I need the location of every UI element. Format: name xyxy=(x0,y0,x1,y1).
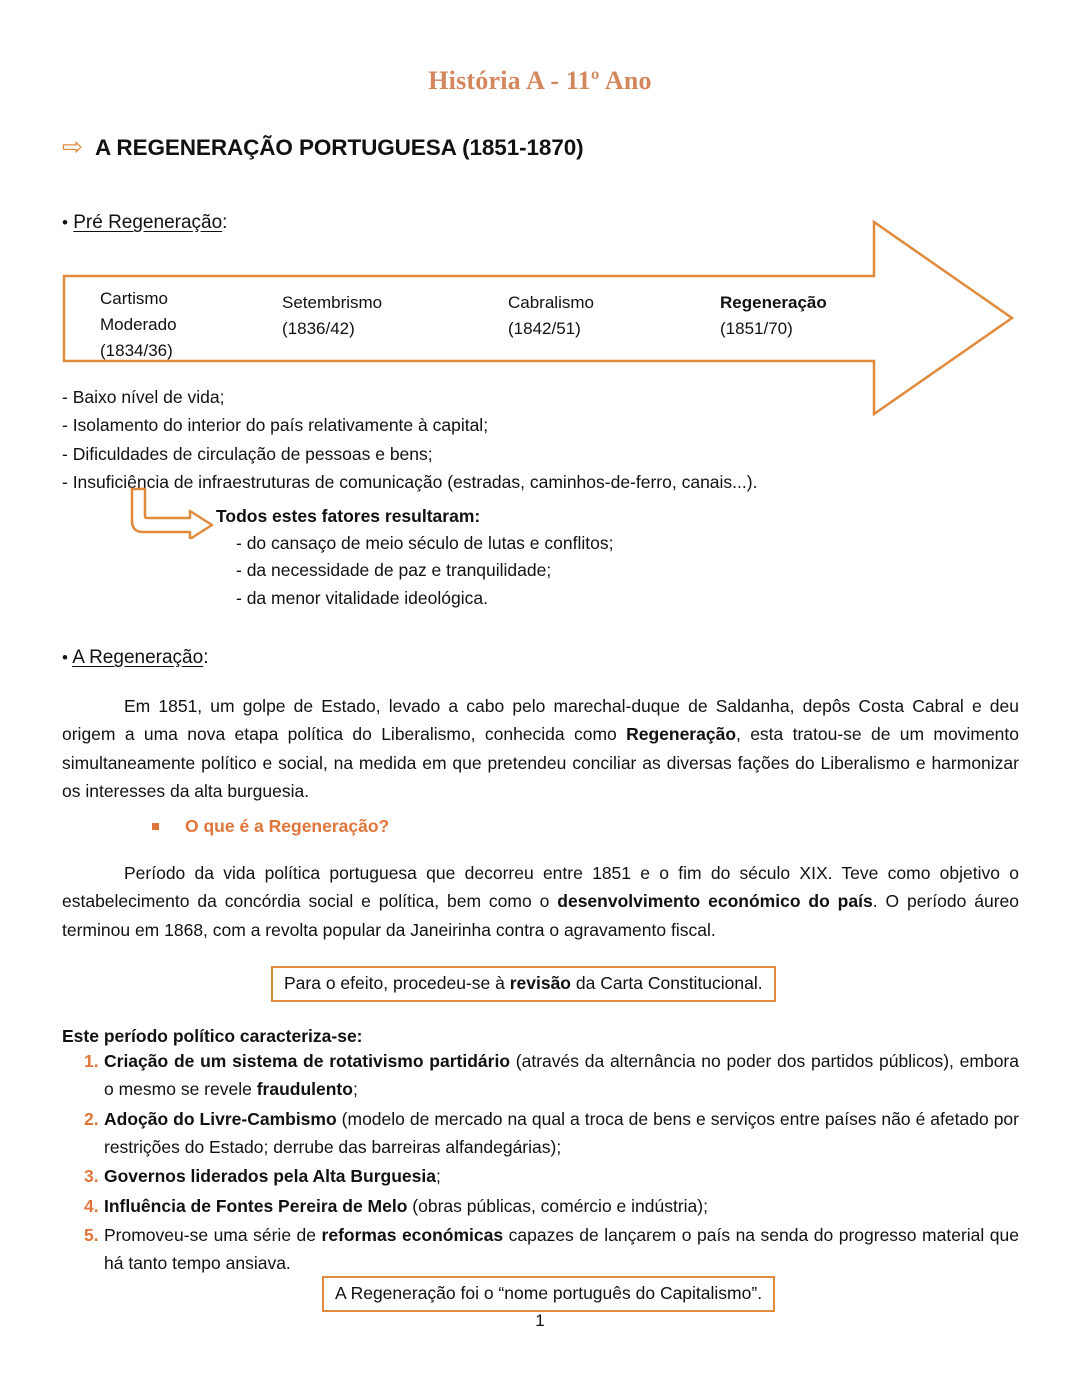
list-item-bold2: fraudulento xyxy=(256,1079,353,1100)
list-item-bold1: Criação de um sistema de rotativismo partidário xyxy=(104,1051,511,1071)
sub-heading-text: O que é a Regeneração? xyxy=(185,816,390,836)
timeline-item-years: (1834/36) xyxy=(100,341,173,360)
result-list-item: - da necessidade de paz e tranquilidade; xyxy=(236,560,552,580)
list-item-mid: (modelo de mercado na qual a troca de bens e serviços entre países não é afetado por restrições do Estado; derrube das barreiras alfandegárias); xyxy=(104,1108,1019,1158)
timeline-item-name: Regeneração xyxy=(720,293,827,312)
list-item xyxy=(62,1192,1019,1220)
list-item xyxy=(62,1105,1019,1162)
list-item-number: 2. xyxy=(84,1108,99,1129)
list-item-text xyxy=(104,1047,1019,1104)
timeline-item-cartismo xyxy=(100,286,177,364)
list-item-bold1: Influência de Fontes Pereira de Melo xyxy=(104,1195,408,1216)
callout-text-b: da Carta Constitucional. xyxy=(571,973,763,993)
list-item-number: 3. xyxy=(84,1166,99,1187)
numbered-list-intro: Este período político caracteriza-se: xyxy=(62,1026,363,1046)
timeline-item-cabralismo xyxy=(508,290,594,342)
main-heading xyxy=(62,132,584,161)
callout-text-a: Para o efeito, procedeu-se à xyxy=(284,973,510,993)
timeline-item-years: (1851/70) xyxy=(720,319,793,338)
paragraph-text-bold: Regeneração xyxy=(626,724,737,745)
bent-arrow-icon xyxy=(128,487,216,544)
section-colon: : xyxy=(203,647,209,668)
list-item xyxy=(62,1221,1019,1278)
list-item-text xyxy=(104,1221,1019,1278)
list-item-text xyxy=(104,1105,1019,1162)
list-item-mid: (através da alternância no poder dos partidos públicos), embora o mesmo se revele xyxy=(104,1051,1019,1100)
section-label-pre-regeneracao: Pré Regeneração xyxy=(73,212,223,233)
section-colon: : xyxy=(222,212,228,233)
result-block-title: Todos estes fatores resultaram: xyxy=(216,506,481,526)
timeline-item-name: Setembrismo xyxy=(282,293,383,312)
list-item xyxy=(62,1047,1019,1104)
timeline-item-regeneracao xyxy=(720,290,827,342)
callout-text: A Regeneração foi o “nome português do Capitalismo”. xyxy=(335,1283,763,1303)
list-item-bold2: reformas económicas xyxy=(321,1225,504,1246)
timeline-item-years: (1842/51) xyxy=(508,319,581,338)
list-item-number: 5. xyxy=(84,1225,99,1246)
bullet-dot-icon: • xyxy=(62,213,68,232)
timeline-item-name: Cabralismo xyxy=(508,293,594,312)
sub-heading-o-que-e xyxy=(152,816,389,837)
paragraph-text-a: Período da vida política portuguesa que decorreu entre 1851 e o fim do século XIX. Teve como objetivo o estabelecimento da concórdia social e política, bem como o xyxy=(62,863,1019,912)
callout-text-bold: revisão xyxy=(509,973,571,993)
square-bullet-icon xyxy=(152,823,159,830)
list-item: - Dificuldades de circulação de pessoas e bens; xyxy=(62,443,433,464)
document-title: História A - 11º Ano xyxy=(428,66,652,95)
list-item: - Baixo nível de vida; xyxy=(62,387,225,407)
causes-dash-list xyxy=(62,383,757,496)
callout-capitalismo xyxy=(322,1276,775,1312)
result-list-item: - da menor vitalidade ideológica. xyxy=(236,587,488,608)
page-number: 1 xyxy=(535,1311,545,1330)
list-item: - Isolamento do interior do país relativamente à capital; xyxy=(62,415,489,436)
list-item-tail: capazes de lançarem o país na senda do progresso material que há tanto tempo ansiava. xyxy=(104,1225,1019,1274)
right-arrow-icon: ⇨ xyxy=(62,132,83,161)
paragraph-text-b: . O período áureo terminou em 1868, com a revolta popular da Janeirinha contra o agravamento fiscal. xyxy=(62,891,1019,940)
result-list-item: - do cansaço de meio século de lutas e conflitos; xyxy=(236,532,614,553)
list-item-number: 1. xyxy=(84,1051,99,1071)
numbered-list xyxy=(62,1047,1019,1279)
timeline-item-setembrismo xyxy=(282,290,382,342)
list-item: - Insuficiência de infraestruturas de comunicação (estradas, caminhos-de-ferro, canais...). xyxy=(62,472,758,493)
section-bullet-a-regeneracao xyxy=(62,647,208,669)
paragraph-text-bold: desenvolvimento económico do país xyxy=(557,891,873,912)
main-heading-text: A REGENERAÇÃO PORTUGUESA (1851-1870) xyxy=(94,135,584,160)
timeline-item-years: (1836/42) xyxy=(282,319,355,338)
paragraph-regeneracao-intro xyxy=(62,692,1019,805)
bullet-dot-icon: • xyxy=(62,648,68,667)
paragraph-definition xyxy=(62,859,1019,944)
list-item-text xyxy=(104,1162,1019,1190)
timeline-item-name-line2: Moderado xyxy=(100,315,177,334)
list-item-bold1: Adoção do Livre-Cambismo xyxy=(104,1108,337,1129)
list-item-mid: (obras públicas, comércio e indústria); xyxy=(407,1195,708,1216)
timeline-item-name-line1: Cartismo xyxy=(100,289,169,308)
section-label-a-regeneracao: A Regeneração xyxy=(72,647,204,668)
callout-revisao xyxy=(271,966,776,1002)
list-item-bold1: Governos liderados pela Alta Burguesia xyxy=(104,1166,436,1187)
result-block xyxy=(216,508,613,617)
paragraph-text-b: , esta tratou-se de um movimento simultaneamente político e social, na medida em que pretendeu conciliar as diversas fações do Liberalismo e harmonizar os interesses da alta burguesia. xyxy=(62,724,1019,802)
list-item-text xyxy=(104,1192,1019,1220)
list-item-mid: Promoveu-se uma série de xyxy=(104,1225,322,1246)
list-item xyxy=(62,1162,1019,1190)
list-item-mid: ; xyxy=(435,1166,441,1187)
list-item-number: 4. xyxy=(84,1195,99,1216)
paragraph-text-a: Em 1851, um golpe de Estado, levado a cabo pelo marechal-duque de Saldanha, depôs Costa Cabral e deu origem a uma nova etapa política do Liberalismo, conhecida como xyxy=(62,696,1019,745)
list-item-tail: ; xyxy=(352,1079,358,1100)
